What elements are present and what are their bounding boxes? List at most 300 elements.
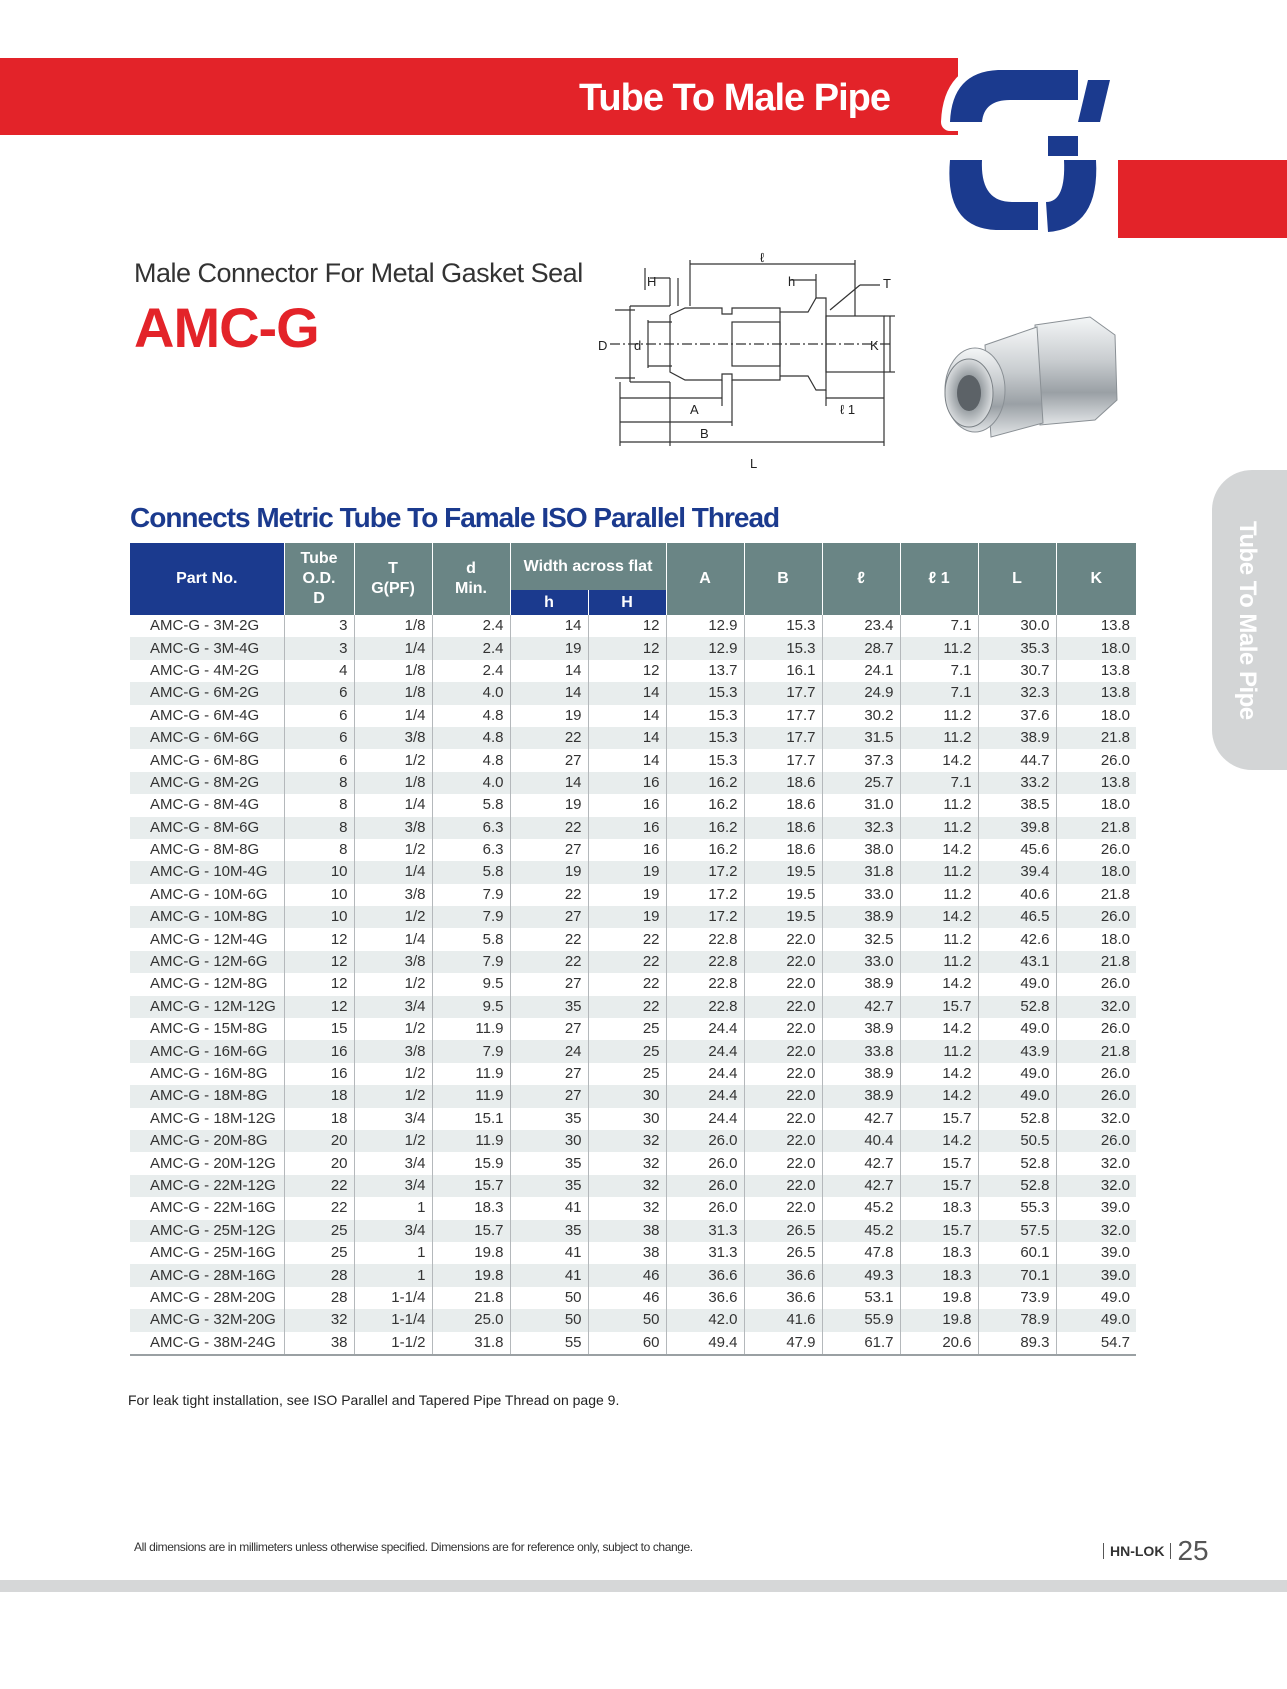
table-row (130, 772, 1136, 794)
table-cell: 12 (284, 951, 354, 973)
table-row (130, 1018, 1136, 1040)
table-cell: 17.7 (744, 749, 822, 771)
table-cell: 26.0 (1056, 1130, 1136, 1152)
table-cell: 24.4 (666, 1108, 744, 1130)
table-cell: 21.8 (1056, 727, 1136, 749)
table-cell: 32.0 (1056, 1175, 1136, 1197)
table-cell: 38 (588, 1242, 666, 1264)
table-cell: 24 (510, 1040, 588, 1062)
diagram-label-h: h (788, 274, 796, 289)
table-cell: 16 (588, 772, 666, 794)
table-row (130, 1242, 1136, 1264)
table-cell: 4.8 (432, 705, 510, 727)
part-number-cell: AMC-G - 22M-16G (150, 1199, 276, 1217)
table-cell: 1/4 (354, 794, 432, 816)
table-cell: 39.8 (978, 817, 1056, 839)
page-title: Tube To Male Pipe (579, 77, 890, 119)
table-row (130, 996, 1136, 1018)
table-cell: 12 (284, 928, 354, 950)
table-cell: 50.5 (978, 1130, 1056, 1152)
table-cell: 22.0 (744, 1063, 822, 1085)
table-cell: 12 (284, 973, 354, 995)
part-number-cell: AMC-G - 3M-4G (130, 637, 284, 659)
table-cell: 11.2 (900, 884, 978, 906)
table-cell: 50 (510, 1287, 588, 1309)
table-cell: 18.0 (1056, 637, 1136, 659)
table-cell: 26.0 (666, 1152, 744, 1174)
table-cell: 26.0 (666, 1130, 744, 1152)
table-cell: 24.4 (666, 1018, 744, 1040)
diagram-label-l: ℓ (760, 250, 765, 265)
table-row (130, 749, 1136, 771)
table-cell: 3 (284, 637, 354, 659)
table-cell: 19 (510, 637, 588, 659)
footer-brand-name: HN-LOK (1110, 1543, 1165, 1559)
table-cell: 49.0 (978, 1085, 1056, 1107)
table-cell: 1/2 (354, 1063, 432, 1085)
table-cell: 4.8 (432, 749, 510, 771)
table-cell: 10 (284, 861, 354, 883)
table-row (130, 861, 1136, 883)
side-tab-label: Tube To Male Pipe (1234, 520, 1261, 720)
table-row (130, 615, 1136, 637)
table-cell: 22 (510, 727, 588, 749)
table-row (130, 727, 1136, 749)
table-cell: 30.2 (822, 705, 900, 727)
table-cell: 57.5 (978, 1220, 1056, 1242)
table-cell: 70.1 (978, 1264, 1056, 1286)
table-cell: 26.0 (1056, 1085, 1136, 1107)
table-cell: 15.3 (666, 682, 744, 704)
table-cell: 18 (284, 1085, 354, 1107)
table-cell: 26.0 (666, 1175, 744, 1197)
header-d: d Min. (432, 543, 510, 615)
table-cell: 19.5 (744, 884, 822, 906)
table-cell: 19 (588, 861, 666, 883)
table-cell: 41.6 (744, 1309, 822, 1331)
table-cell: 11.2 (900, 727, 978, 749)
part-number-cell: AMC-G - 16M-8G (150, 1065, 268, 1082)
table-cell: 14 (510, 772, 588, 794)
footer-band (0, 1580, 1287, 1592)
table-cell: 22.8 (666, 928, 744, 950)
table-cell: 78.9 (978, 1309, 1056, 1331)
part-number-cell: AMC-G - 12M-12G (130, 996, 284, 1018)
table-cell: 12 (588, 660, 666, 682)
table-cell: 52.8 (978, 1152, 1056, 1174)
table-cell: 24.4 (666, 1085, 744, 1107)
table-cell: 16.2 (666, 839, 744, 861)
table-cell: 3/4 (354, 1108, 432, 1130)
table-cell: 5.8 (432, 861, 510, 883)
table-row (130, 1287, 1136, 1309)
table-cell: 14.2 (900, 839, 978, 861)
diagram-label-T: T (883, 276, 891, 291)
page-number: 25 (1177, 1535, 1209, 1566)
table-cell: 11.2 (900, 817, 978, 839)
header-A: A (666, 543, 744, 615)
table-cell: 31.5 (822, 727, 900, 749)
table-cell: 15.7 (900, 1220, 978, 1242)
table-cell: 3/4 (354, 1175, 432, 1197)
table-cell: 19.8 (900, 1309, 978, 1331)
table-cell: 22.0 (744, 1130, 822, 1152)
table-cell: 22.0 (744, 951, 822, 973)
table-cell: 27 (510, 1085, 588, 1107)
table-cell: 27 (510, 1018, 588, 1040)
table-cell: 14.2 (900, 749, 978, 771)
header-tube-od: Tube O.D. D (284, 543, 354, 615)
table-cell: 38.9 (822, 1063, 900, 1085)
table-cell: 31.8 (822, 861, 900, 883)
section-title: Connects Metric Tube To Famale ISO Parallel Thread (130, 502, 780, 533)
table-cell: 25 (588, 1040, 666, 1062)
table-cell: 45.6 (978, 839, 1056, 861)
table-cell: 5.8 (432, 928, 510, 950)
table-cell: 19 (588, 906, 666, 928)
table-row (130, 660, 1136, 682)
table-row (130, 817, 1136, 839)
table-cell: 9.5 (432, 996, 510, 1018)
table-cell: 37.3 (822, 749, 900, 771)
table-cell: 22 (588, 996, 666, 1018)
table-cell: 20 (284, 1130, 354, 1152)
table-cell: 11.2 (900, 637, 978, 659)
table-row (130, 682, 1136, 704)
table-cell: 1-1/2 (354, 1332, 432, 1355)
table-cell: 25 (588, 1063, 666, 1085)
table-cell: 52.8 (978, 996, 1056, 1018)
table-cell: 27 (510, 973, 588, 995)
table-cell: 28 (284, 1264, 354, 1286)
part-number-cell: AMC-G - 8M-4G (150, 796, 260, 814)
diagram-label-D: D (598, 338, 608, 353)
table-cell: 2.4 (432, 637, 510, 659)
table-row (130, 1220, 1136, 1242)
table-cell: 39.0 (1056, 1264, 1136, 1286)
table-cell: 42.7 (822, 1108, 900, 1130)
table-cell: 24.1 (822, 660, 900, 682)
table-cell: 14.2 (900, 1085, 978, 1107)
diagram-label-K: K (870, 338, 879, 353)
table-row (130, 1197, 1136, 1219)
table-cell: 18.3 (900, 1197, 978, 1219)
table-cell: 49.0 (978, 1018, 1056, 1040)
table-cell: 19 (510, 705, 588, 727)
part-number-cell: AMC-G - 8M-2G (130, 772, 284, 794)
table-cell: 3/8 (354, 817, 432, 839)
table-cell: 23.4 (822, 615, 900, 637)
table-cell: 42.6 (978, 928, 1056, 950)
table-cell: 41 (510, 1264, 588, 1286)
product-subtitle: Male Connector For Metal Gasket Seal (134, 258, 583, 288)
table-cell: 2.4 (432, 615, 510, 637)
table-cell: 27 (510, 1063, 588, 1085)
table-cell: 18.0 (1056, 705, 1136, 727)
table-cell: 46.5 (978, 906, 1056, 928)
table-cell: 32.3 (822, 817, 900, 839)
table-cell: 11.9 (432, 1063, 510, 1085)
table-cell: 6.3 (432, 817, 510, 839)
header-l: ℓ (822, 543, 900, 615)
table-cell: 38.9 (822, 973, 900, 995)
table-cell: 1/8 (354, 660, 432, 682)
table-cell: 17.7 (744, 727, 822, 749)
table-cell: 16.2 (666, 794, 744, 816)
table-cell: 11.2 (900, 861, 978, 883)
table-cell: 36.6 (666, 1264, 744, 1286)
header-B: B (744, 543, 822, 615)
table-row (130, 1130, 1136, 1152)
table-cell: 46 (588, 1264, 666, 1286)
table-cell: 8 (284, 794, 354, 816)
table-cell: 41 (510, 1197, 588, 1219)
table-cell: 35 (510, 1152, 588, 1174)
table-row (130, 884, 1136, 906)
table-cell: 4 (284, 660, 354, 682)
table-cell: 18.6 (744, 817, 822, 839)
table-cell: 52.8 (978, 1175, 1056, 1197)
table-cell: 7.1 (900, 660, 978, 682)
footer-disclaimer: All dimensions are in millimeters unless otherwise specified. Dimensions are for reference only, subject to change. (134, 1540, 693, 1554)
table-cell: 26.0 (1056, 839, 1136, 861)
table-cell: 15.1 (432, 1108, 510, 1130)
table-cell: 25.0 (432, 1309, 510, 1331)
table-cell: 52.8 (978, 1108, 1056, 1130)
footer-divider (1103, 1543, 1104, 1559)
table-cell: 1/8 (354, 615, 432, 637)
table-cell: 24.4 (666, 1040, 744, 1062)
table-cell: 7.9 (432, 906, 510, 928)
table-cell: 1/2 (354, 839, 432, 861)
table-cell: 1/4 (354, 705, 432, 727)
table-cell: 26.5 (744, 1220, 822, 1242)
table-cell: 30 (510, 1130, 588, 1152)
table-row (130, 1152, 1136, 1174)
table-cell: 22.0 (744, 1085, 822, 1107)
table-cell: 22 (284, 1197, 354, 1219)
footer-brand (1103, 1536, 1209, 1566)
table-cell: 20.6 (900, 1332, 978, 1355)
table-cell: 89.3 (978, 1332, 1056, 1355)
table-cell: 14 (588, 682, 666, 704)
table-cell: 33.0 (822, 884, 900, 906)
table-cell: 1/2 (354, 906, 432, 928)
table-row (130, 1108, 1136, 1130)
table-cell: 18.6 (744, 839, 822, 861)
table-body (130, 615, 1136, 1355)
table-cell: 14.2 (900, 1130, 978, 1152)
table-cell: 42.7 (822, 1175, 900, 1197)
table-cell: 5.8 (432, 794, 510, 816)
table-cell: 18.0 (1056, 928, 1136, 950)
table-cell: 17.7 (744, 705, 822, 727)
table-cell: 6 (284, 727, 354, 749)
table-cell: 49.0 (978, 973, 1056, 995)
table-cell: 19 (588, 884, 666, 906)
table-cell: 24.4 (666, 1063, 744, 1085)
table-cell: 22.0 (744, 1197, 822, 1219)
table-cell: 15.3 (666, 727, 744, 749)
table-cell: 73.9 (978, 1287, 1056, 1309)
table-cell: 7.1 (900, 682, 978, 704)
table-cell: 32.3 (978, 682, 1056, 704)
table-cell: 14 (588, 749, 666, 771)
table-cell: 11.2 (900, 928, 978, 950)
table-row (130, 839, 1136, 861)
header-band-right (1118, 160, 1287, 238)
diagram-label-B: B (700, 426, 709, 441)
table-cell: 25 (284, 1220, 354, 1242)
part-number-cell: AMC-G - 16M-6G (130, 1040, 284, 1062)
part-number-cell: AMC-G - 18M-8G (130, 1085, 284, 1107)
table-cell: 22.0 (744, 1108, 822, 1130)
table-row (130, 951, 1136, 973)
table-cell: 54.7 (1056, 1332, 1136, 1355)
table-cell: 49.3 (822, 1264, 900, 1286)
table-cell: 22 (510, 884, 588, 906)
table-cell: 41 (510, 1242, 588, 1264)
table-cell: 1/4 (354, 637, 432, 659)
table-cell: 42.7 (822, 996, 900, 1018)
diagram-label-H: H (647, 274, 657, 289)
table-cell: 31.0 (822, 794, 900, 816)
table-row (130, 1085, 1136, 1107)
table-cell: 11.2 (900, 794, 978, 816)
table-cell: 3/8 (354, 727, 432, 749)
table-cell: 22.8 (666, 973, 744, 995)
table-cell: 27 (510, 839, 588, 861)
table-cell: 32 (588, 1175, 666, 1197)
table-cell: 1-1/4 (354, 1309, 432, 1331)
table-cell: 1/8 (354, 682, 432, 704)
table-cell: 13.8 (1056, 615, 1136, 637)
table-cell: 12 (284, 996, 354, 1018)
table-cell: 45.2 (822, 1220, 900, 1242)
table-cell: 14 (588, 727, 666, 749)
part-number-cell: AMC-G - 6M-6G (130, 727, 284, 749)
table-cell: 26.0 (1056, 749, 1136, 771)
table-cell: 35 (510, 1108, 588, 1130)
table-cell: 8 (284, 772, 354, 794)
table-cell: 18.6 (744, 772, 822, 794)
part-number-cell: AMC-G - 22M-12G (130, 1175, 284, 1197)
table-cell: 21.8 (1056, 884, 1136, 906)
part-number-cell: AMC-G - 8M-8G (150, 841, 260, 859)
table-cell: 15.7 (900, 1152, 978, 1174)
table-cell: 22.0 (744, 1152, 822, 1174)
table-cell: 15.3 (666, 705, 744, 727)
table-cell: 49.0 (978, 1063, 1056, 1085)
table-cell: 36.6 (744, 1264, 822, 1286)
part-number-cell: AMC-G - 28M-16G (130, 1264, 284, 1286)
table-cell: 22.0 (744, 996, 822, 1018)
table-cell: 32.0 (1056, 1108, 1136, 1130)
table-cell: 14.2 (900, 973, 978, 995)
header-L: L (978, 543, 1056, 615)
table-cell: 38.9 (822, 906, 900, 928)
diagram-label-l1: ℓ 1 (840, 402, 856, 417)
table-cell: 37.6 (978, 705, 1056, 727)
table-cell: 50 (510, 1309, 588, 1331)
table-cell: 6 (284, 705, 354, 727)
table-cell: 35 (510, 1220, 588, 1242)
table-cell: 15.7 (432, 1220, 510, 1242)
table-cell: 3/4 (354, 1152, 432, 1174)
table-cell: 8 (284, 817, 354, 839)
table-cell: 55.3 (978, 1197, 1056, 1219)
table-cell: 15.3 (666, 749, 744, 771)
table-cell: 19 (510, 861, 588, 883)
table-cell: 22.0 (744, 928, 822, 950)
table-cell: 22 (284, 1175, 354, 1197)
table-cell: 27 (510, 906, 588, 928)
table-cell: 1/2 (354, 973, 432, 995)
table-cell: 50 (588, 1309, 666, 1331)
table-cell: 14 (510, 660, 588, 682)
table-cell: 22.0 (744, 1018, 822, 1040)
table-cell: 49.0 (1056, 1309, 1136, 1331)
table-cell: 38.0 (822, 839, 900, 861)
table-cell: 38.9 (822, 1018, 900, 1040)
table-cell: 21.8 (432, 1287, 510, 1309)
table-cell: 16 (588, 794, 666, 816)
part-number-cell: AMC-G - 6M-2G (130, 682, 284, 704)
table-cell: 38 (588, 1220, 666, 1242)
table-cell: 16 (588, 839, 666, 861)
table-cell: 1/4 (354, 861, 432, 883)
table-cell: 31.3 (666, 1242, 744, 1264)
table-cell: 35.3 (978, 637, 1056, 659)
table-cell: 26.0 (1056, 1063, 1136, 1085)
table-cell: 13.8 (1056, 682, 1136, 704)
part-number-cell: AMC-G - 10M-4G (130, 861, 284, 883)
table-row (130, 1063, 1136, 1085)
table-cell: 11.2 (900, 705, 978, 727)
table-cell: 53.1 (822, 1287, 900, 1309)
table-cell: 16.2 (666, 817, 744, 839)
table-cell: 35 (510, 996, 588, 1018)
table-cell: 7.1 (900, 615, 978, 637)
table-row (130, 973, 1136, 995)
table-cell: 40.6 (978, 884, 1056, 906)
specifications-table (130, 543, 1136, 1356)
table-cell: 22.8 (666, 996, 744, 1018)
table-row (130, 794, 1136, 816)
table-cell: 14 (510, 615, 588, 637)
table-cell: 40.4 (822, 1130, 900, 1152)
table-cell: 22.0 (744, 973, 822, 995)
table-cell: 16.2 (666, 772, 744, 794)
table-cell: 15.7 (900, 1108, 978, 1130)
table-cell: 3 (284, 615, 354, 637)
dimension-diagram (590, 250, 900, 480)
table-cell: 21.8 (1056, 1040, 1136, 1062)
table-cell: 12 (588, 637, 666, 659)
table-cell: 1 (354, 1242, 432, 1264)
table-cell: 18 (284, 1108, 354, 1130)
table-cell: 60.1 (978, 1242, 1056, 1264)
table-cell: 22.8 (666, 951, 744, 973)
table-cell: 1/2 (354, 1085, 432, 1107)
table-cell: 33.0 (822, 951, 900, 973)
table-cell: 1/2 (354, 1130, 432, 1152)
table-cell: 3/8 (354, 884, 432, 906)
table-cell: 7.1 (900, 772, 978, 794)
table-cell: 18.3 (900, 1264, 978, 1286)
part-number-cell: AMC-G - 18M-12G (150, 1109, 276, 1127)
table-cell: 32 (588, 1130, 666, 1152)
